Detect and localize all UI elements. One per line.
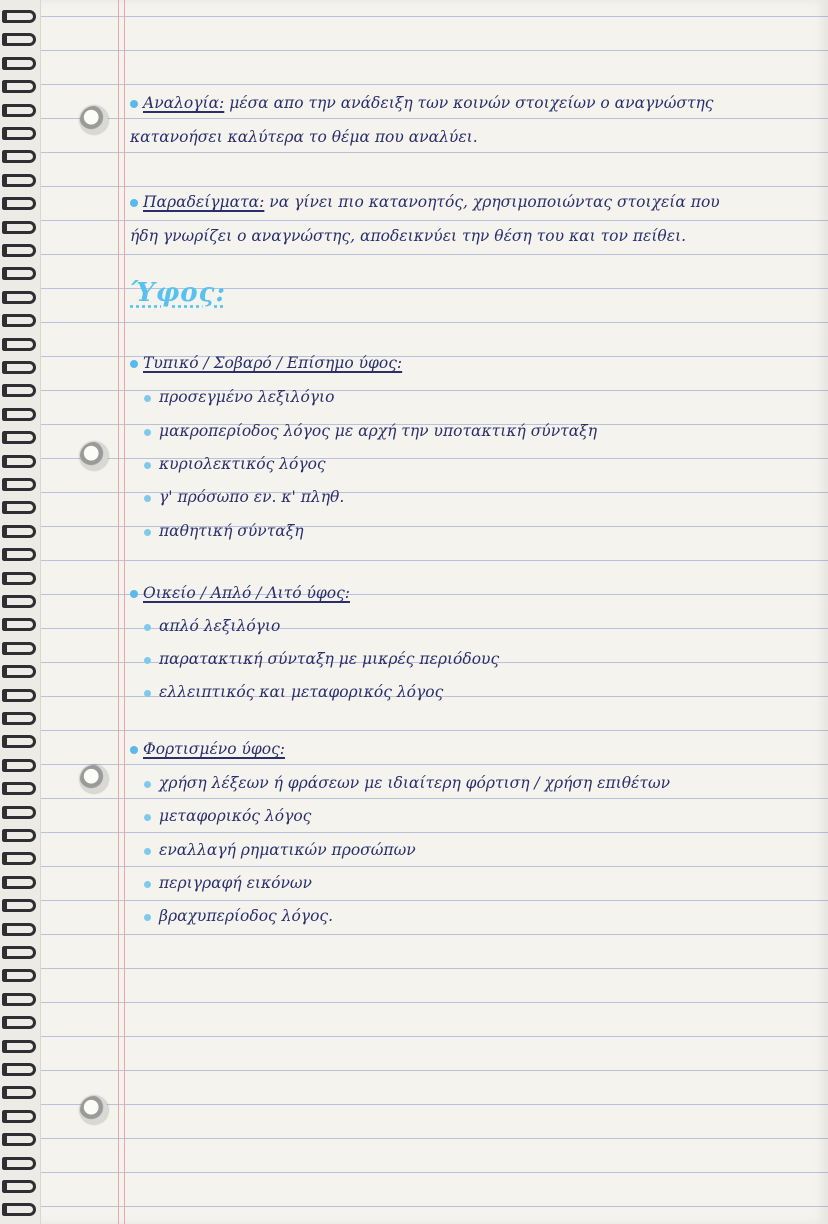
spiral-coil (2, 361, 36, 374)
spiral-coil (2, 525, 36, 538)
spiral-coil (2, 876, 36, 889)
spiral-coil (2, 782, 36, 795)
margin-line (118, 0, 119, 1224)
spiral-coil (2, 852, 36, 865)
bullet-dot (144, 881, 151, 888)
spiral-binding (0, 0, 41, 1224)
section-title-oikeio: Οικείο / Απλό / Λιτό ύφος: (130, 582, 350, 604)
spiral-coil (2, 197, 36, 210)
spiral-coil (2, 127, 36, 140)
bullet-dot (144, 429, 151, 436)
bullet-dot (144, 495, 151, 502)
list-item: μακροπερίοδος λόγος με αρχή την υποτακτική σύνταξη (144, 420, 597, 442)
spiral-coil (2, 759, 36, 772)
spiral-coil (2, 408, 36, 421)
paradeigmata-term: Παραδείγματα: (143, 193, 265, 211)
spiral-coil (2, 478, 36, 491)
spiral-coil (2, 595, 36, 608)
list-item: βραχυπερίοδος λόγος. (144, 905, 333, 927)
punch-hole (80, 1096, 108, 1124)
bullet-dot (144, 395, 151, 402)
list-item: απλό λεξιλόγιο (144, 615, 280, 637)
spiral-coil (2, 244, 36, 257)
spiral-coil (2, 1203, 36, 1216)
analogia-line-1 (130, 92, 714, 114)
list-item: μεταφορικός λόγος (144, 805, 311, 827)
spiral-coil (2, 1133, 36, 1146)
spiral-coil (2, 969, 36, 982)
spiral-coil (2, 57, 36, 70)
spiral-coil (2, 923, 36, 936)
spiral-coil (2, 338, 36, 351)
spiral-coil (2, 1110, 36, 1123)
bullet-dot (144, 690, 151, 697)
spiral-coil (2, 735, 36, 748)
bullet-dot (144, 462, 151, 469)
list-item: γ' πρόσωπο εν. κ' πληθ. (144, 486, 344, 508)
handwritten-notes (130, 0, 820, 1224)
analogia-term: Αναλογία: (143, 94, 225, 112)
yfos-heading: Ύφος: (130, 278, 227, 308)
paradeigmata-line-2: ήδη γνωρίζει ο αναγνώστης, αποδεικνύει την θέση του και τον πείθει. (130, 227, 687, 245)
spiral-coil (2, 1157, 36, 1170)
spiral-coil (2, 80, 36, 93)
analogia-text-1: μέσα απο την ανάδειξη των κοινών στοιχείων ο αναγνώστης (224, 94, 714, 112)
bullet-dot (130, 100, 138, 108)
margin-line-inner (124, 0, 125, 1224)
spiral-coil (2, 899, 36, 912)
spiral-coil (2, 291, 36, 304)
spiral-coil (2, 501, 36, 514)
spiral-coil (2, 1086, 36, 1099)
punch-hole (80, 442, 108, 470)
spiral-coil (2, 689, 36, 702)
spiral-coil (2, 946, 36, 959)
punch-hole (80, 765, 108, 793)
section-title-typiko: Τυπικό / Σοβαρό / Επίσημο ύφος: (130, 352, 402, 374)
list-item: χρήση λέξεων ή φράσεων με ιδιαίτερη φόρτιση / χρήση επιθέτων (144, 772, 670, 794)
list-item: εναλλαγή ρηματικών προσώπων (144, 839, 416, 861)
section-title-fortismeno: Φορτισμένο ύφος: (130, 738, 285, 760)
bullet-dot (144, 814, 151, 821)
spiral-coil (2, 806, 36, 819)
analogia-line-2: κατανοήσει καλύτερα το θέμα που αναλύει. (130, 128, 478, 146)
spiral-coil (2, 993, 36, 1006)
bullet-dot (130, 590, 138, 598)
bullet-dot (144, 914, 151, 921)
paradeigmata-text-1: να γίνει πιο κατανοητός, χρησιμοποιώντας στοιχεία που (264, 193, 720, 211)
spiral-coil (2, 33, 36, 46)
spiral-coil (2, 431, 36, 444)
spiral-coil (2, 829, 36, 842)
bullet-dot (130, 746, 138, 754)
spiral-coil (2, 10, 36, 23)
list-item: κυριολεκτικός λόγος (144, 453, 326, 475)
spiral-coil (2, 150, 36, 163)
spiral-coil (2, 1016, 36, 1029)
spiral-coil (2, 174, 36, 187)
spiral-coil (2, 642, 36, 655)
paradeigmata-line-1 (130, 191, 720, 213)
spiral-coil (2, 221, 36, 234)
bullet-dot (144, 624, 151, 631)
spiral-coil (2, 384, 36, 397)
bullet-dot (144, 657, 151, 664)
list-item: περιγραφή εικόνων (144, 872, 312, 894)
spiral-coil (2, 1180, 36, 1193)
bullet-dot (144, 529, 151, 536)
spiral-coil (2, 665, 36, 678)
list-item: ελλειπτικός και μεταφορικός λόγος (144, 681, 443, 703)
punch-hole (80, 106, 108, 134)
spiral-coil (2, 104, 36, 117)
spiral-coil (2, 618, 36, 631)
spiral-coil (2, 712, 36, 725)
spiral-coil (2, 1040, 36, 1053)
spiral-coil (2, 314, 36, 327)
spiral-coil (2, 1063, 36, 1076)
bullet-dot (144, 781, 151, 788)
bullet-dot (130, 360, 138, 368)
list-item: προσεγμένο λεξιλόγιο (144, 386, 334, 408)
bullet-dot (144, 848, 151, 855)
spiral-coil (2, 572, 36, 585)
spiral-coil (2, 548, 36, 561)
spiral-coil (2, 455, 36, 468)
list-item: παθητική σύνταξη (144, 520, 304, 542)
bullet-dot (130, 199, 138, 207)
spiral-coil (2, 267, 36, 280)
list-item: παρατακτική σύνταξη με μικρές περιόδους (144, 648, 499, 670)
